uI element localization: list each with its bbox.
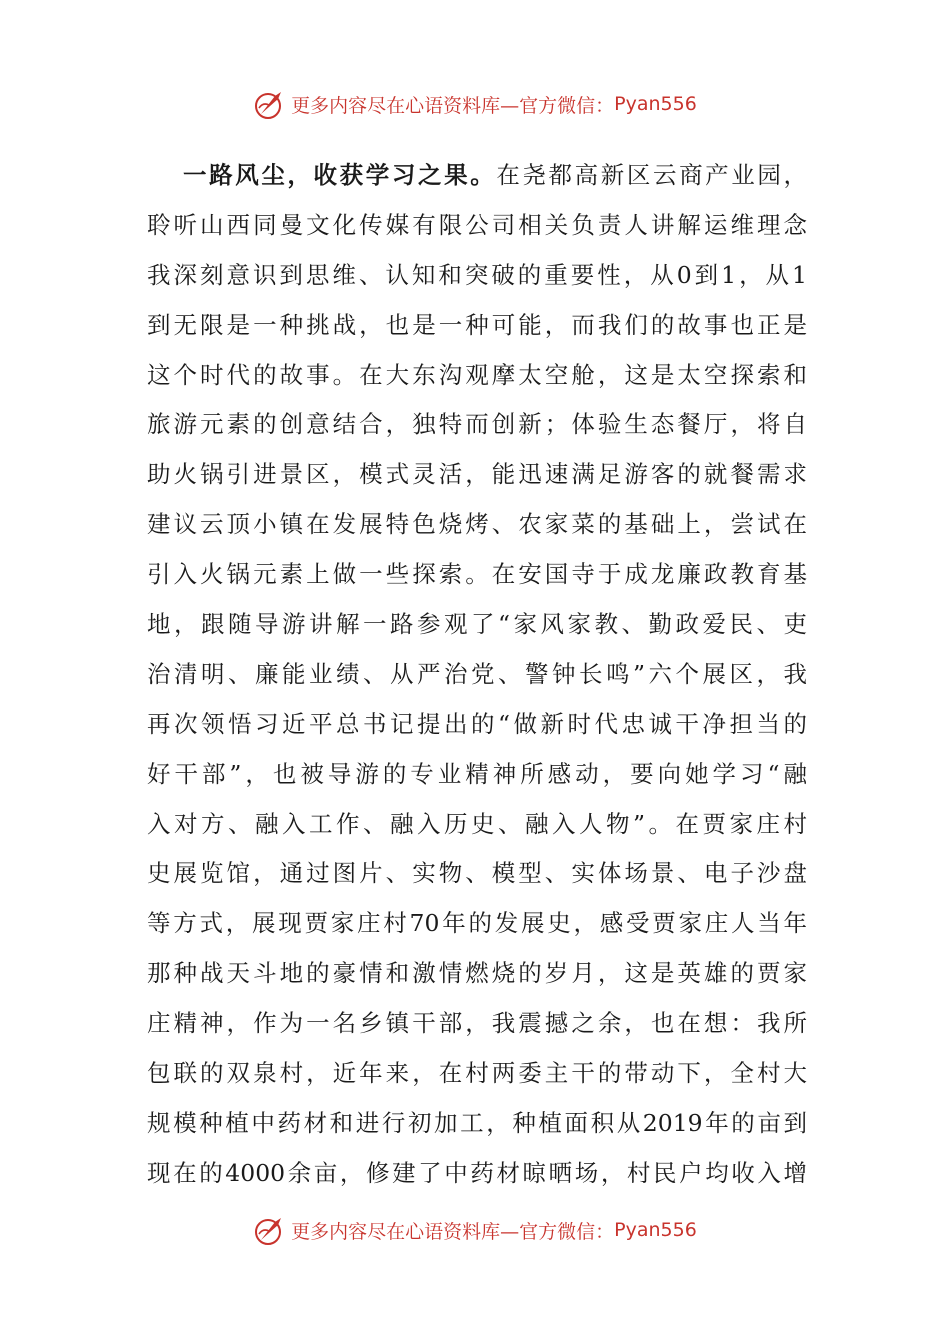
- paragraph-first-line: [147, 151, 807, 201]
- header-text: 更多内容尽在心语资料库—官方微信：: [291, 94, 615, 117]
- paragraph-line: 再次领悟习近平总书记提出的“做新时代忠诚干净担当的: [147, 709, 807, 738]
- paragraph-line: 庄精神，作为一名乡镇干部，我震撼之余，也在想：我所: [147, 1009, 807, 1038]
- paragraph-line: 那种战天斗地的豪情和激情燃烧的岁月，这是英雄的贾家: [147, 959, 807, 988]
- paragraph-line: 在尧都高新区云商产业园，: [496, 161, 808, 189]
- paragraph-line: 地，跟随导游讲解一路参观了“家风家教、勤政爱民、吏: [147, 610, 807, 639]
- header-wechat-id: Pyan556: [614, 93, 697, 115]
- paragraph-line: 助火锅引进景区，模式灵活，能迅速满足游客的就餐需求: [147, 460, 807, 489]
- paragraph-line: 到无限是一种挑战，也是一种可能，而我们的故事也正是: [147, 310, 807, 339]
- paragraph-line: 这个时代的故事。在大东沟观摩太空舱，这是太空探索和: [147, 360, 807, 389]
- paragraph-line: 现在的4000余亩，修建了中药材晾晒场，村民户均收入增: [147, 1158, 807, 1187]
- paragraph-lead: 一路风尘，收获学习之果。: [183, 161, 497, 189]
- paragraph-line: 包联的双泉村，近年来，在村两委主干的带动下，全村大: [147, 1059, 807, 1088]
- body-paragraph: [147, 151, 807, 1199]
- footer-text: 更多内容尽在心语资料库—官方微信：: [291, 1220, 615, 1243]
- header-watermark: [0, 82, 950, 126]
- footer-watermark: [0, 1208, 950, 1252]
- pen-nib-logo-icon: [253, 1213, 287, 1247]
- paragraph-line: 等方式，展现贾家庄村70年的发展史，感受贾家庄人当年: [147, 909, 807, 938]
- paragraph-line: 规模种植中药材和进行初加工，种植面积从2019年的亩到: [147, 1108, 807, 1137]
- pen-nib-logo-icon: [253, 87, 287, 121]
- paragraph-line: 入对方、融入工作、融入历史、融入人物”。在贾家庄村: [147, 809, 807, 838]
- paragraph-line: 我深刻意识到思维、认知和突破的重要性，从0到1，从1: [147, 260, 807, 289]
- footer-wechat-id: Pyan556: [614, 1219, 697, 1241]
- paragraph-line: 引入火锅元素上做一些探索。在安国寺于成龙廉政教育基: [147, 560, 807, 589]
- paragraph-line: 好干部”，也被导游的专业精神所感动，要向她学习“融: [147, 759, 807, 788]
- paragraph-line: 聆听山西同曼文化传媒有限公司相关负责人讲解运维理念: [147, 210, 807, 239]
- paragraph-line: 旅游元素的创意结合，独特而创新；体验生态餐厅，将自: [147, 410, 807, 439]
- paragraph-line: 建议云顶小镇在发展特色烧烤、农家菜的基础上，尝试在: [147, 510, 807, 539]
- paragraph-line: 史展览馆，通过图片、实物、模型、实体场景、电子沙盘: [147, 859, 807, 888]
- paragraph-line: 治清明、廉能业绩、从严治党、警钟长鸣”六个展区，我: [147, 659, 807, 688]
